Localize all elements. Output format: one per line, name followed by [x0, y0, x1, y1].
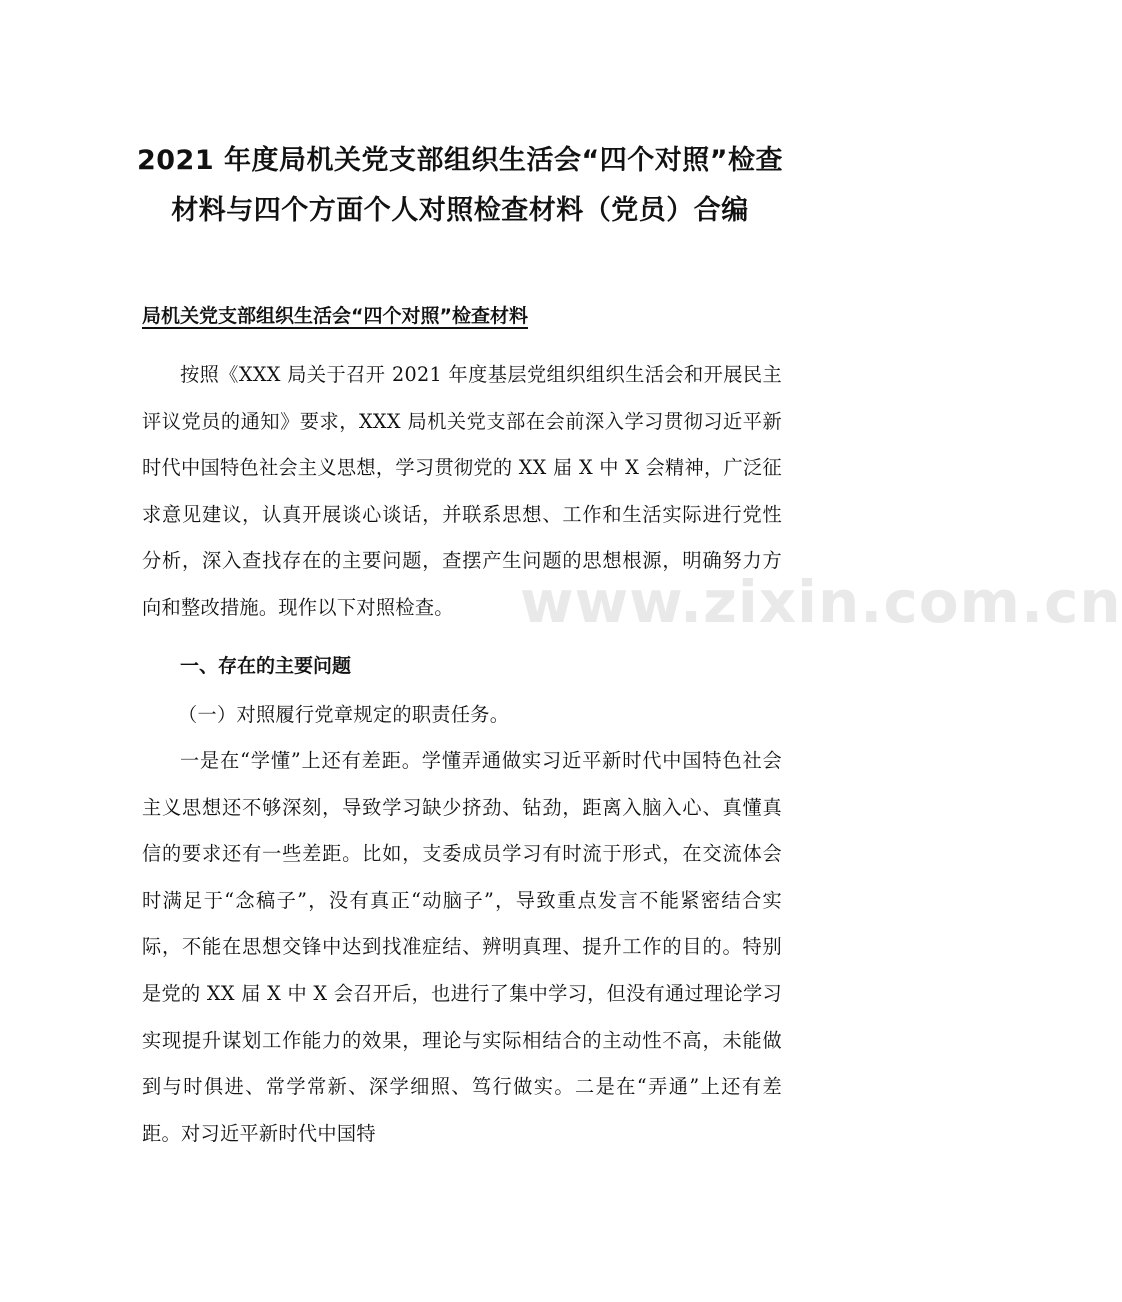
- subheading-main-problems: 一、存在的主要问题: [180, 655, 352, 677]
- watermark: www.zixin.com.cn: [520, 568, 1122, 636]
- section-heading: 局机关党支部组织生活会“四个对照”检查材料: [142, 305, 528, 327]
- body-paragraph-2: 一是在“学懂”上还有差距。学懂弄通做实习近平新时代中国特色社会主义思想还不够深刻，导致学习缺少挤劲、钻劲，距离入脑入心、真懂真信的要求还有一些差距。比如，支委成员学习有时流于形式，在交流体会时满足于“念稿子”，没有真正“动脑子”，导致重点发言不能紧密结合实际，不能在思想交锋中达到找准症结、辨明真理、提升工作的目的。特别是党的 XX 届 X 中 X 会召开后，也进行了集中学习，但没有通过理论学习实现提升谋划工作能力的效果，理论与实际相结合的主动性不高，未能做到与时俱进、常学常新、深学细照、笃行做实。二是在“弄通”上还有差距。对习近平新时代中国特: [142, 749, 782, 1145]
- document-title-line-2: 材料与四个方面个人对照检查材料（党员）合编: [171, 195, 749, 226]
- item-heading-1: （一）对照履行党章规定的职责任务。: [178, 703, 510, 726]
- document-title-line-1: 2021 年度局机关党支部组织生活会“四个对照”检查: [136, 145, 784, 176]
- intro-paragraph: 按照《XXX 局关于召开 2021 年度基层党组织组织生活会和开展民主评议党员的通知》要求，XXX 局机关党支部在会前深入学习贯彻习近平新时代中国特色社会主义思想，学习贯彻党的 XX 届 X 中 X 会精神，广泛征求意见建议，认真开展谈心谈话，并联系思想、工作和生活实际进行党性分析，深入查找存在的主要问题，查摆产生问题的思想根源，明确努力方向和整改措施。现作以下对照检查。: [142, 363, 782, 619]
